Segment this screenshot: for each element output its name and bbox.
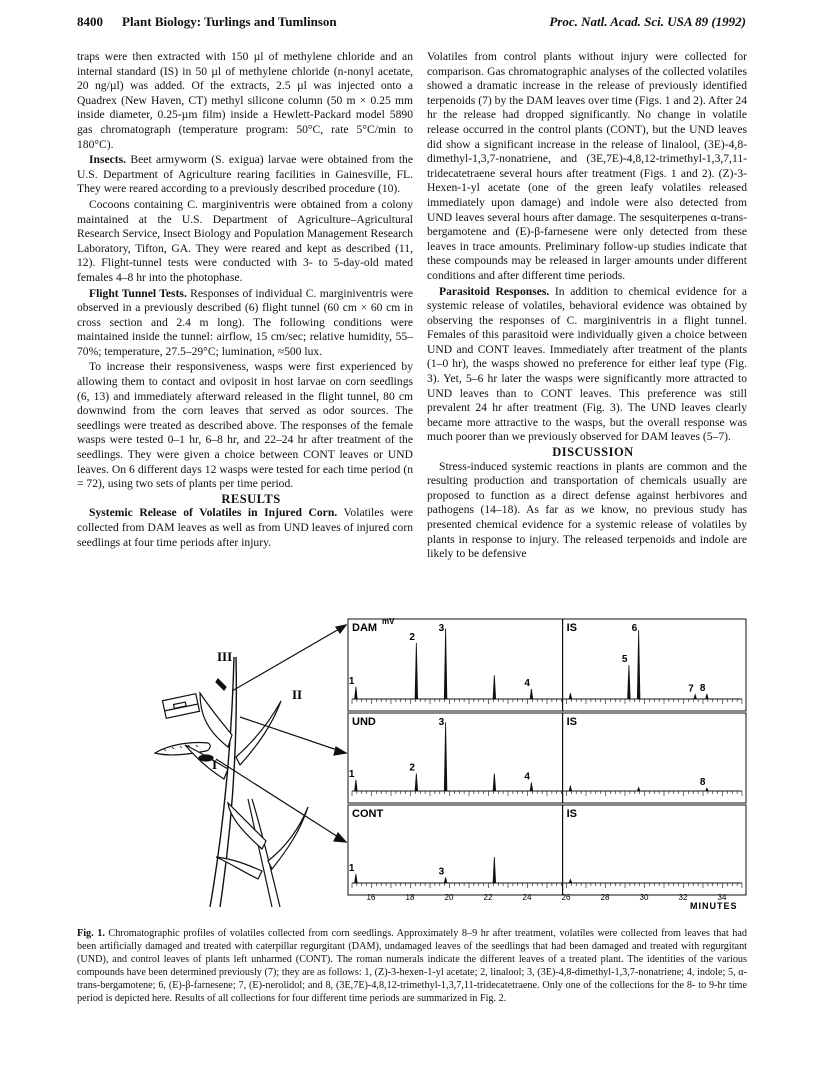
insects-text: Beet armyworm (S. exigua) larvae were obtained from the U.S. Department of Agriculture rearing facilities in Gainesville, FL. They were reared according to a previously described procedure (10). (77, 153, 413, 196)
flight-tunnel-heading: Flight Tunnel Tests. (89, 286, 187, 300)
peak (355, 874, 358, 883)
flight-tunnel-paragraph (77, 287, 413, 360)
peak (355, 780, 358, 791)
peak-label: 7 (688, 683, 694, 695)
peak-label: 5 (621, 654, 628, 666)
peak (637, 630, 640, 699)
is-label: IS (566, 808, 578, 820)
x-tick-label: 30 (639, 893, 649, 902)
panel-frame (348, 713, 746, 803)
figure-caption (77, 927, 747, 1005)
peak (415, 774, 418, 792)
peak-label: 2 (409, 762, 415, 774)
peak-label: 4 (524, 771, 530, 783)
cocoons-paragraph: Cocoons containing C. marginiventris were obtained from a colony maintained at the U.S. Department of Agriculture–Agricultural Research Service, Insect Biology and Population Management Research Laboratory, Tifton, GA. They were reared and kept as described (11, 12). Flight-tunnel tests were conducted with 3- to 5-day-old mated females 4–8 hr into the photophase. (77, 197, 413, 284)
chromatogram-und (348, 713, 746, 803)
x-tick-label: 20 (444, 893, 454, 902)
responsiveness-paragraph: To increase their responsiveness, wasps were first experienced by allowing them to contact and oviposit in host larvae on corn seedlings (6, 13) and immediately afterward released in the flight tunnel, 80 cm downwind from the corn leaves that served as odor sources. The seedlings were treated as described above. The responses of the female wasps were tested 0–1 hr, 6–8 hr, and 22–24 hr after treatment of the seedlings. They were given a choice between CONT leaves or UND leaves. On 6 different days 12 wasps were tested for each time period (n = 72), using two sets of plants per time period. (77, 360, 413, 491)
right-column (427, 50, 747, 562)
insects-paragraph (77, 153, 413, 197)
x-tick-label: 26 (561, 893, 571, 902)
discussion-paragraph: Stress-induced systemic reactions in plants are common and the resulting production and transportation of chemicals usually are proposed to function as a direct defense against herbivores and pathogens (14–18). As far as we know, no previous study has presented chemical evidence for a systemic release of volatiles by plants in response to injury. The released terpenoids and indole are likely to be defensive (427, 459, 747, 561)
peak (569, 880, 572, 884)
running-title: Plant Biology: Turlings and Tumlinson (122, 14, 337, 29)
page-number: 8400 (77, 14, 103, 29)
chromatograms (348, 619, 746, 902)
caterpillar-icon (155, 742, 210, 754)
peak-label: 3 (438, 866, 445, 878)
leaf-label-ii: II (292, 687, 303, 702)
panel-frame (348, 619, 746, 711)
figure-1 (150, 617, 762, 911)
discussion-heading: DISCUSSION (552, 445, 634, 460)
insects-heading: Insects. (89, 153, 127, 167)
left-column (77, 50, 413, 550)
peak (493, 774, 496, 792)
peak (694, 695, 697, 699)
x-axis-labels (367, 893, 727, 902)
peak (628, 665, 631, 699)
x-tick-label: 24 (522, 893, 532, 902)
x-tick-label: 32 (678, 893, 688, 902)
peak (444, 877, 447, 883)
parasitoid-heading: Parasitoid Responses. (439, 284, 550, 298)
peak-label: 4 (524, 677, 530, 689)
peak-label: 8 (699, 682, 706, 694)
peak (493, 857, 496, 883)
peak (637, 788, 640, 792)
mv-label: mV (382, 617, 395, 626)
chromatogram-cont (348, 805, 746, 895)
x-tick-label: 18 (405, 893, 415, 902)
peak (444, 628, 447, 699)
panel-label: UND (352, 716, 376, 728)
peak-label: 1 (348, 862, 355, 874)
peak-label: 6 (631, 623, 638, 634)
caption-label: Fig. 1. (77, 928, 105, 939)
peak-label: 3 (438, 623, 445, 634)
peak (493, 675, 496, 699)
parasitoid-text: In addition to chemical evidence for a systemic release of volatiles, behavioral evidence was obtained by observing the responses of C. marginiventris in a flight tunnel. Females of this parasitoid were individually given a choice between UND and CONT leaves. Immediately after treatment of the plants (1–0 hr), the wasps showed no preference for either leaf type (Fig. 3). Yet, 5–6 hr later the wasps were significantly more attracted to UND leaves than to CONT leaves. This preference was still prevalent 24 hr after treatment (Fig. 3). The UND leaves clearly became more attractive to the wasps, but the overall response was much poorer than we previously observed for DAM leaves (5–7). (427, 284, 747, 444)
panel-label: DAM (352, 622, 378, 634)
is-label: IS (566, 622, 578, 634)
is-label: IS (566, 716, 578, 728)
peak (355, 687, 358, 699)
axis-unit-label: MINUTES (690, 901, 738, 911)
results-continued-paragraph: Volatiles from control plants without injury were collected for comparison. Gas chromatographic analyses of the collected volatiles showed a dramatic increase in the release of previously identified terpenoids (7) by the DAM leaves over time (Figs. 1 and 2). After 24 hr the release had dropped significantly. No change in volatile release occurred in the control plants (CONT), but the UND leaves did show a significant increase in the release of linalool, (3E)-4,8-dimethyl-1,3,7-nonatriene, and (3E,7E)-4,8,12-trimethyl-1,3,7,11-tridecatetraene several hours after treatment (Figs. 1 and 2). (Z)-3-Hexen-1-yl acetate (one of the green leafy volatiles released immediately upon damage) and indole were also detected from UND leaves several hours after damage. The sesquiterpenes α-trans-bergamotene and (E)-β-farnesene were only detected from these leaves in trace amounts. Preliminary follow-up studies indicate that these compounds may be released in larger amounts under different conditions and after different time periods. (427, 50, 747, 282)
results-heading: RESULTS (221, 491, 281, 506)
peak-label: 8 (699, 777, 706, 789)
peak (569, 786, 572, 791)
systemic-release-text: Volatiles were collected from DAM leaves as well as from UND leaves of injured corn seedlings at four time periods after injury. (77, 506, 413, 549)
peak-label: 3 (438, 717, 445, 728)
peak-label: 2 (409, 631, 415, 643)
panel-frame (348, 805, 746, 895)
razor-blade-icon (163, 694, 200, 719)
peak (706, 788, 709, 791)
plant-illustration (155, 657, 308, 907)
x-tick-label: 16 (366, 893, 376, 902)
peak (530, 783, 533, 791)
peak-label: 1 (348, 768, 355, 780)
chromatogram-dam (348, 619, 746, 711)
x-tick-label: 22 (483, 893, 493, 902)
leaf-label-iii: III (217, 649, 233, 664)
x-tick-label: 28 (600, 893, 610, 902)
peak (415, 643, 418, 699)
methods-paragraph: traps were then extracted with 150 µl of methylene chloride and an internal standard (IS) in 50 µl of methylene chloride (n-nonyl acetate, 20 ng/µl) was added. Of the extracts, 2.5 µl was injected onto a Quadrex (New Haven, CT) methyl silicone column (50 m × 0.25 mm inside diameter, 0.25-µm film) inside a Hewlett-Packard model 5890 gas chromatograph (temperature program: 50°C, rate 5°C/min to 180°C). (77, 50, 413, 151)
panel-label: CONT (352, 808, 384, 820)
caption-text: Chromatographic profiles of volatiles collected from corn seedlings. Approximately 8–9 hr after treatment, volatiles were collected from leaves that had been artificially damaged and treated with caterpillar regurgitant (DAM), undamaged leaves of the seedlings that had been damaged and treated with regurgitant (UND), and control leaves of plants left unharmed (CONT). The roman numerals indicate the different leaves of a treated plant. The identities of the various compounds have been determined previously (7); they are as follows: 1, (Z)-3-hexen-1-yl acetate; 2, linalool; 3, (3E)-4,8-dimethyl-1,3,7-nonatriene; 4, indole; 5, α-trans-bergamotene; 6, (E)-β-farnesene; 7, (E)-nerolidol; and 8, (3E,7E)-4,8,12-trimethyl-1,3,7,11-tridecatetraene. Only one of the collections for the 8- to 9-hr time period is depicted here. Results of all collections for four different time periods are summarized in Fig. 2. (77, 928, 747, 1004)
parasitoid-paragraph (427, 285, 747, 446)
flight-tunnel-text: Responses of individual C. marginiventris were observed in a previously described (6) flight tunnel (60 cm × 60 cm in cross section and 2.4 m long). The following conditions were maintained inside the tunnel: airflow, 15 cm/sec; relative humidity, 55–70%; temperature, 27.5–29°C; lumination, ≈500 lux. (77, 286, 413, 358)
peak (444, 722, 447, 791)
x-tick-label: 34 (717, 893, 727, 902)
systemic-release-paragraph (77, 506, 413, 550)
peak (706, 694, 709, 699)
leaf-label-i: I (212, 757, 218, 772)
journal-citation: Proc. Natl. Acad. Sci. USA 89 (1992) (549, 14, 746, 29)
peak (530, 689, 533, 699)
systemic-release-heading: Systemic Release of Volatiles in Injured Corn. (89, 506, 338, 520)
peak (569, 693, 572, 699)
peak-label: 1 (348, 675, 355, 687)
